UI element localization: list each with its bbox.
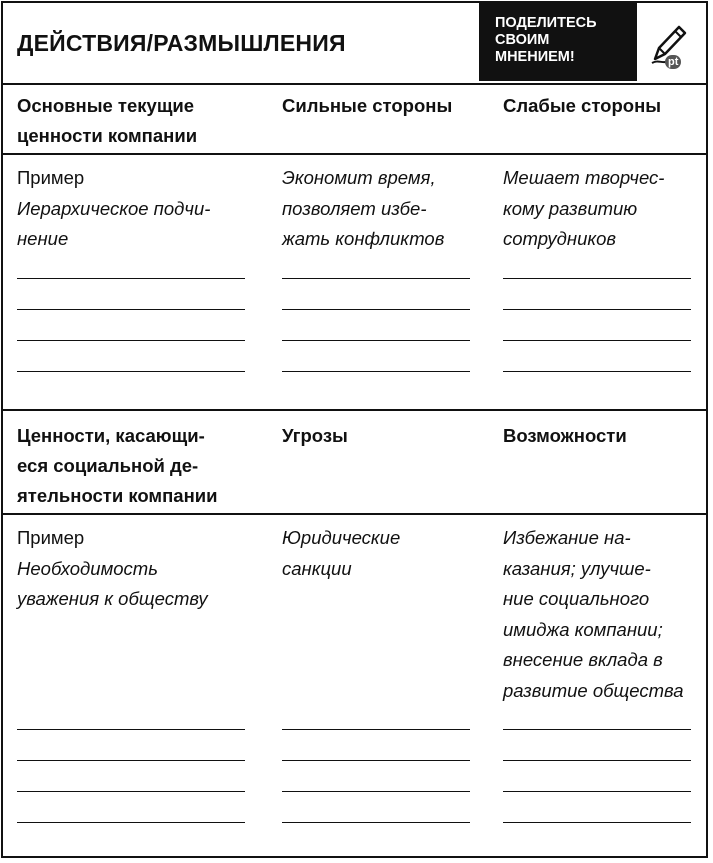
example-text: Необходимость: [17, 557, 158, 579]
example-label: Пример: [17, 527, 85, 548]
header-line: ятельности компании: [17, 485, 218, 506]
example-text: имиджа компании;: [503, 618, 663, 640]
writing-line[interactable]: [503, 729, 691, 730]
header-line: Слабые стороны: [503, 95, 662, 116]
example-label: Пример: [17, 167, 85, 188]
writing-line[interactable]: [17, 791, 245, 792]
share-line: ПОДЕЛИТЕСЬ: [495, 15, 597, 31]
share-line: МНЕНИЕМ!: [495, 49, 575, 65]
header-line: Ценности, касающи-: [17, 425, 205, 446]
divider: [3, 153, 706, 155]
example-text: Избежание на-: [503, 527, 631, 548]
example-text: Иерархическое подчи-: [17, 197, 211, 219]
example-strengths: [282, 163, 444, 255]
example-core-values: [17, 163, 210, 255]
writing-line[interactable]: [282, 791, 470, 792]
header-core-values: [17, 91, 197, 151]
example-text: Экономит время,: [282, 167, 436, 188]
reflection-card: [1, 1, 708, 858]
share-line: СВОИМ: [495, 32, 550, 48]
example-text: внесение вклада в: [503, 649, 663, 670]
writing-line[interactable]: [17, 729, 245, 730]
header-threats: [282, 421, 348, 451]
writing-line[interactable]: [282, 340, 470, 341]
example-text: санкции: [282, 557, 352, 579]
header-line: еся социальной де-: [17, 455, 199, 476]
writing-line[interactable]: [17, 760, 245, 761]
example-text: уважения к обществу: [17, 588, 208, 609]
header-social-values: [17, 421, 218, 511]
header-line: Возможности: [503, 425, 627, 446]
writing-line[interactable]: [17, 822, 245, 823]
writing-line[interactable]: [503, 791, 691, 792]
example-text: Юридические: [282, 527, 401, 548]
writing-line[interactable]: [503, 760, 691, 761]
header-line: ценности компании: [17, 125, 198, 146]
page-title: ДЕЙСТВИЯ/РАЗМЫШЛЕНИЯ: [17, 30, 346, 56]
writing-line[interactable]: [282, 729, 470, 730]
writing-line[interactable]: [503, 340, 691, 341]
example-weaknesses: [503, 163, 664, 255]
writing-line[interactable]: [503, 278, 691, 279]
header-line: Основные текущие: [17, 95, 195, 116]
share-opinion-badge[interactable]: [479, 3, 637, 81]
divider: [3, 409, 706, 411]
example-text: казания; улучше-: [503, 557, 651, 579]
writing-line[interactable]: [17, 371, 245, 372]
publisher-logo: pt: [665, 55, 681, 69]
writing-line[interactable]: [17, 278, 245, 279]
example-opportunities: [503, 523, 684, 706]
card-header: [3, 3, 706, 85]
writing-line[interactable]: [17, 340, 245, 341]
writing-line[interactable]: [503, 822, 691, 823]
writing-line[interactable]: [503, 371, 691, 372]
example-social-values: [17, 523, 208, 615]
header-line: Угрозы: [282, 425, 348, 446]
header-opportunities: [503, 421, 627, 451]
header-line: Сильные стороны: [282, 95, 453, 116]
writing-line[interactable]: [282, 760, 470, 761]
writing-line[interactable]: [503, 309, 691, 310]
writing-line[interactable]: [17, 309, 245, 310]
example-text: жать конфликтов: [282, 228, 445, 249]
header-weaknesses: [503, 91, 661, 121]
example-text: позволяет избе-: [282, 197, 427, 219]
divider: [3, 513, 706, 515]
example-text: сотрудников: [503, 228, 617, 249]
header-strengths: [282, 91, 452, 121]
writing-line[interactable]: [282, 822, 470, 823]
example-text: Мешает творчес-: [503, 167, 665, 188]
example-threats: [282, 523, 400, 584]
example-text: нение: [17, 228, 69, 249]
writing-line[interactable]: [282, 278, 470, 279]
writing-line[interactable]: [282, 371, 470, 372]
writing-line[interactable]: [282, 309, 470, 310]
example-text: ние социального: [503, 588, 650, 609]
example-text: кому развитию: [503, 197, 638, 219]
example-text: развитие общества: [503, 679, 684, 701]
